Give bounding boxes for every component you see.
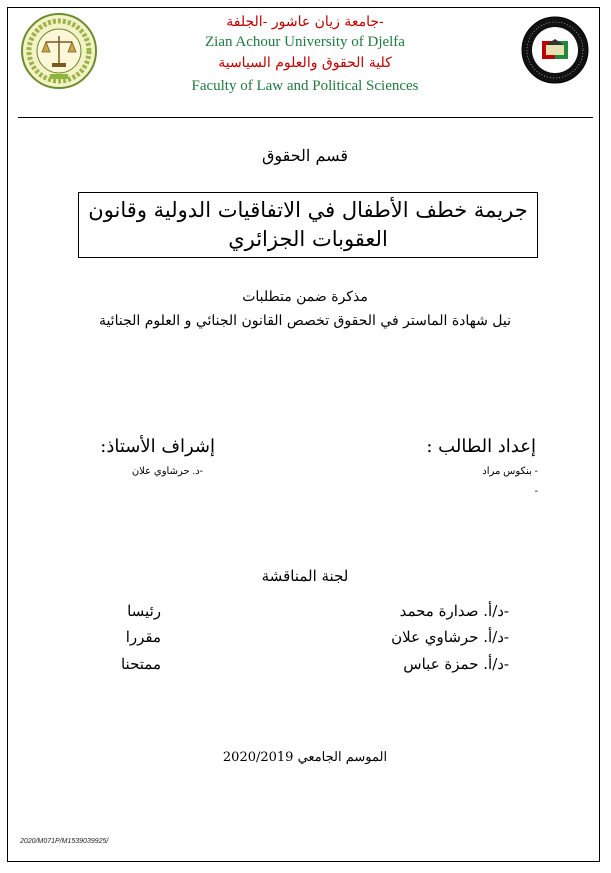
supervisor-label: إشراف الأستاذ: <box>100 436 215 457</box>
university-seal-logo <box>520 15 590 85</box>
faculty-name-english: Faculty of Law and Political Sciences <box>191 78 419 94</box>
supervisor-name: -د. حرشاوي علان <box>131 466 203 477</box>
faculty-logo <box>20 12 98 90</box>
faculty-name-arabic: كلية الحقوق والعلوم السياسية <box>218 55 392 71</box>
committee-member-name: -د/أ. حمزة عباس <box>403 655 509 673</box>
committee-member-role: ممتحنا <box>120 655 161 673</box>
page-border <box>7 7 600 862</box>
document-code: 2020/M071P/M1539039925/ <box>20 838 109 845</box>
university-name-english: Zian Achour University of Djelfa <box>205 34 405 50</box>
thesis-requirement: مذكرة ضمن متطلبات <box>242 289 368 305</box>
committee-title: لجنة المناقشة <box>261 567 349 585</box>
thesis-title-line-1: جريمة خطف الأطفال في الاتفاقيات الدولية وقانون <box>88 198 528 222</box>
committee-member-role: رئيسا <box>127 602 161 620</box>
student-name: - بنكوس مراد <box>482 466 538 477</box>
header-divider <box>18 117 593 118</box>
thesis-title-box <box>78 192 538 258</box>
thesis-title-line-2: العقوبات الجزائري <box>228 227 388 251</box>
student-name-2: - <box>534 486 538 497</box>
committee-member-role: مقررا <box>125 628 161 646</box>
committee-member-name: -د/أ. صدارة محمد <box>399 602 509 620</box>
thesis-degree: نيل شهادة الماستر في الحقوق تخصص القانون الجنائي و العلوم الجنائية <box>98 313 512 329</box>
student-label: إعداد الطالب : <box>426 436 536 457</box>
department-name: قسم الحقوق <box>261 146 349 165</box>
committee-member-name: -د/أ. حرشاوي علان <box>391 628 509 646</box>
academic-year: الموسم الجامعي 2020/2019 <box>222 750 388 765</box>
university-name-arabic: جامعة زيان عاشور -الجلفة- <box>226 14 384 30</box>
